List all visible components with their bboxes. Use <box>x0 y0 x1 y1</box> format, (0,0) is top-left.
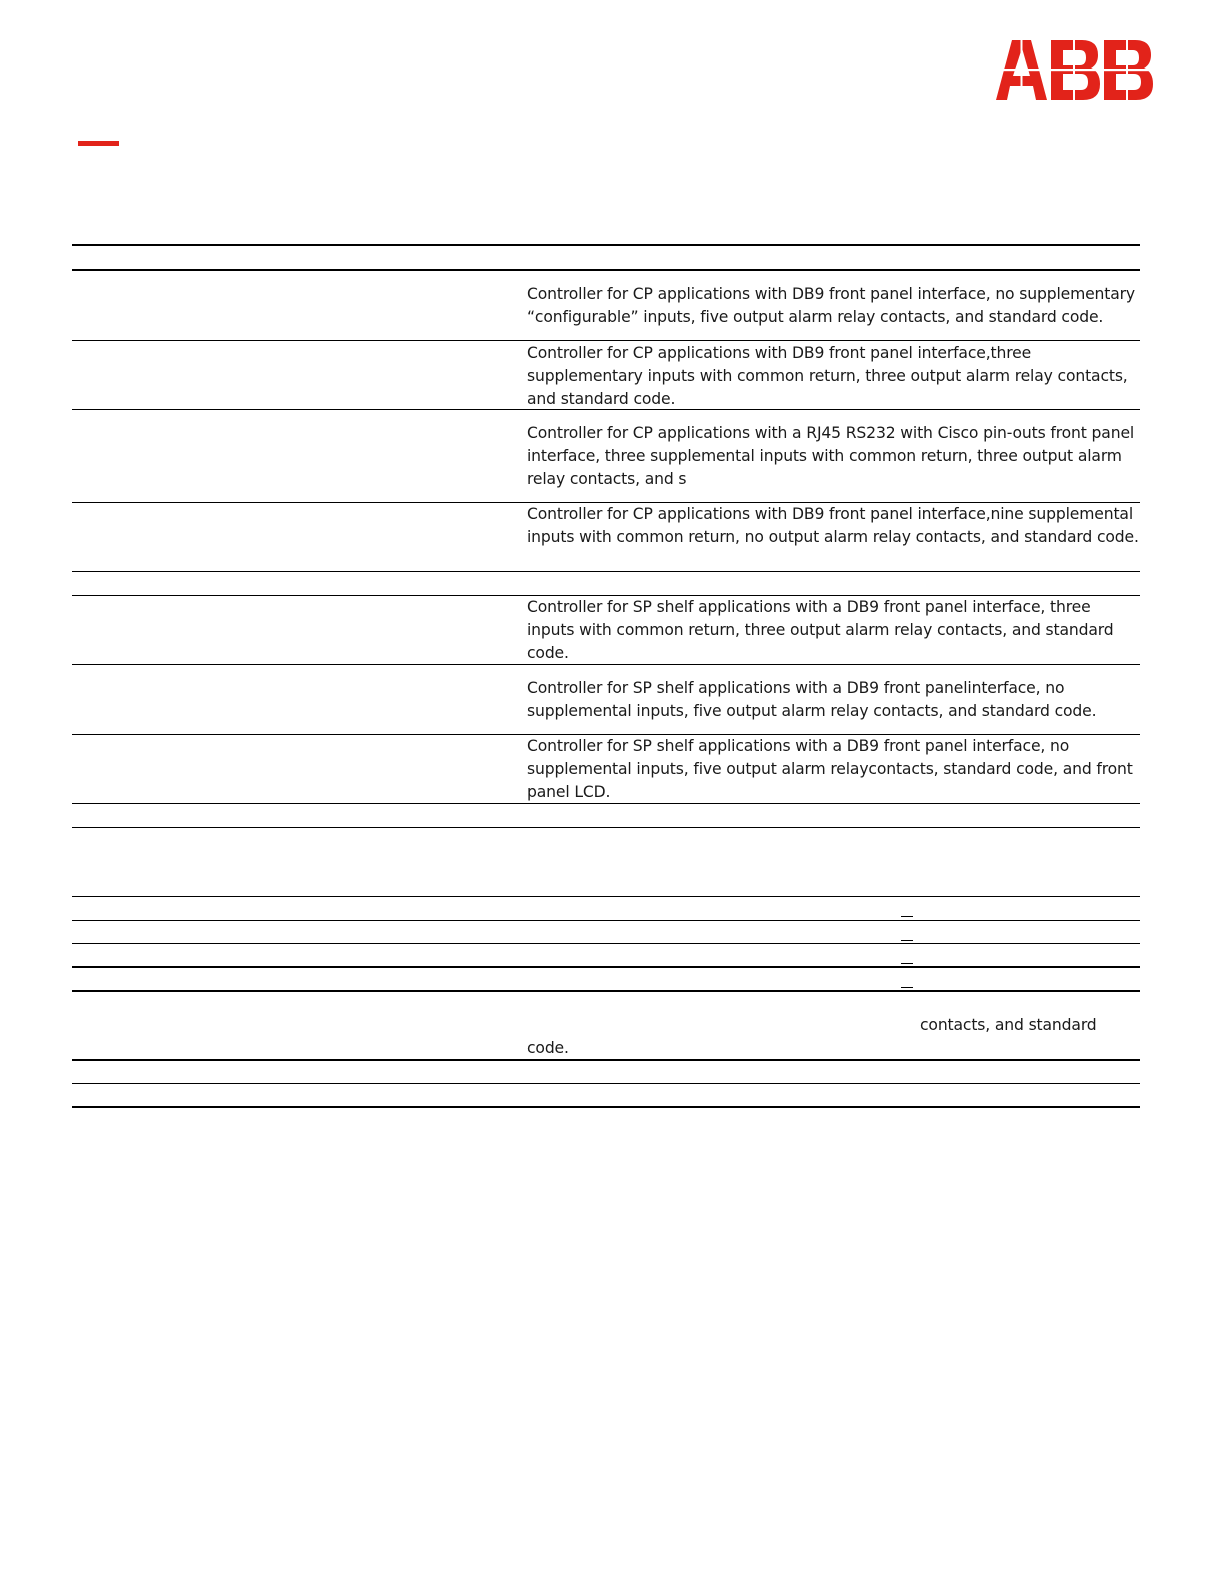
dash-mark <box>901 940 913 941</box>
table-rule <box>72 920 1140 921</box>
dash-mark <box>901 963 913 964</box>
table-row-description: Controller for CP applications with DB9 front panel interface, no supplementary “configurable” inputs, five output alarm relay contacts, and standard code. <box>527 285 1136 326</box>
table-row-description: Controller for CP applications with DB9 front panel interface,nine supplemental inputs with common return, no output alarm relay contacts, and standard code. <box>527 505 1139 546</box>
dash-mark <box>901 987 913 988</box>
table-rule <box>72 943 1140 944</box>
table-row-description: Controller for SP shelf applications with a DB9 front panel interface, three inputs with common return, three output alarm relay contacts, and standard code. <box>527 598 1114 662</box>
table-row-description: Controller for CP applications with a RJ45 RS232 with Cisco pin-outs front panel interface, three supplemental inputs with common return, three output alarm relay contacts, and s <box>527 424 1135 488</box>
table-cell-fragment: contacts, and standard <box>920 1016 1097 1034</box>
table-row-description: Controller for CP applications with DB9 front panel interface,three supplementary inputs with common return, three output alarm relay contacts, and standard code. <box>527 344 1128 408</box>
dash-mark <box>901 916 913 917</box>
table-rule <box>72 269 1140 271</box>
table-row-description: Controller for SP shelf applications with a DB9 front panel interface, no supplemental inputs, five output alarm relaycontacts, standard code, and front panel LCD. <box>527 737 1133 801</box>
table-rule <box>72 244 1140 246</box>
table-rule <box>72 571 1140 572</box>
table-rule <box>72 340 1140 341</box>
table-rule <box>72 1106 1140 1108</box>
accent-bar <box>78 141 119 146</box>
table-rule <box>72 966 1140 968</box>
table-rule <box>72 896 1140 897</box>
abb-logo <box>996 40 1154 102</box>
table-cell-fragment: code. <box>527 1039 569 1057</box>
table-rule <box>72 1059 1140 1061</box>
table-row-description: Controller for SP shelf applications with a DB9 front panelinterface, no supplemental inputs, five output alarm relay contacts, and standard code. <box>527 679 1097 720</box>
table-rule <box>72 1083 1140 1084</box>
table-rule <box>72 827 1140 828</box>
table-rule <box>72 990 1140 992</box>
